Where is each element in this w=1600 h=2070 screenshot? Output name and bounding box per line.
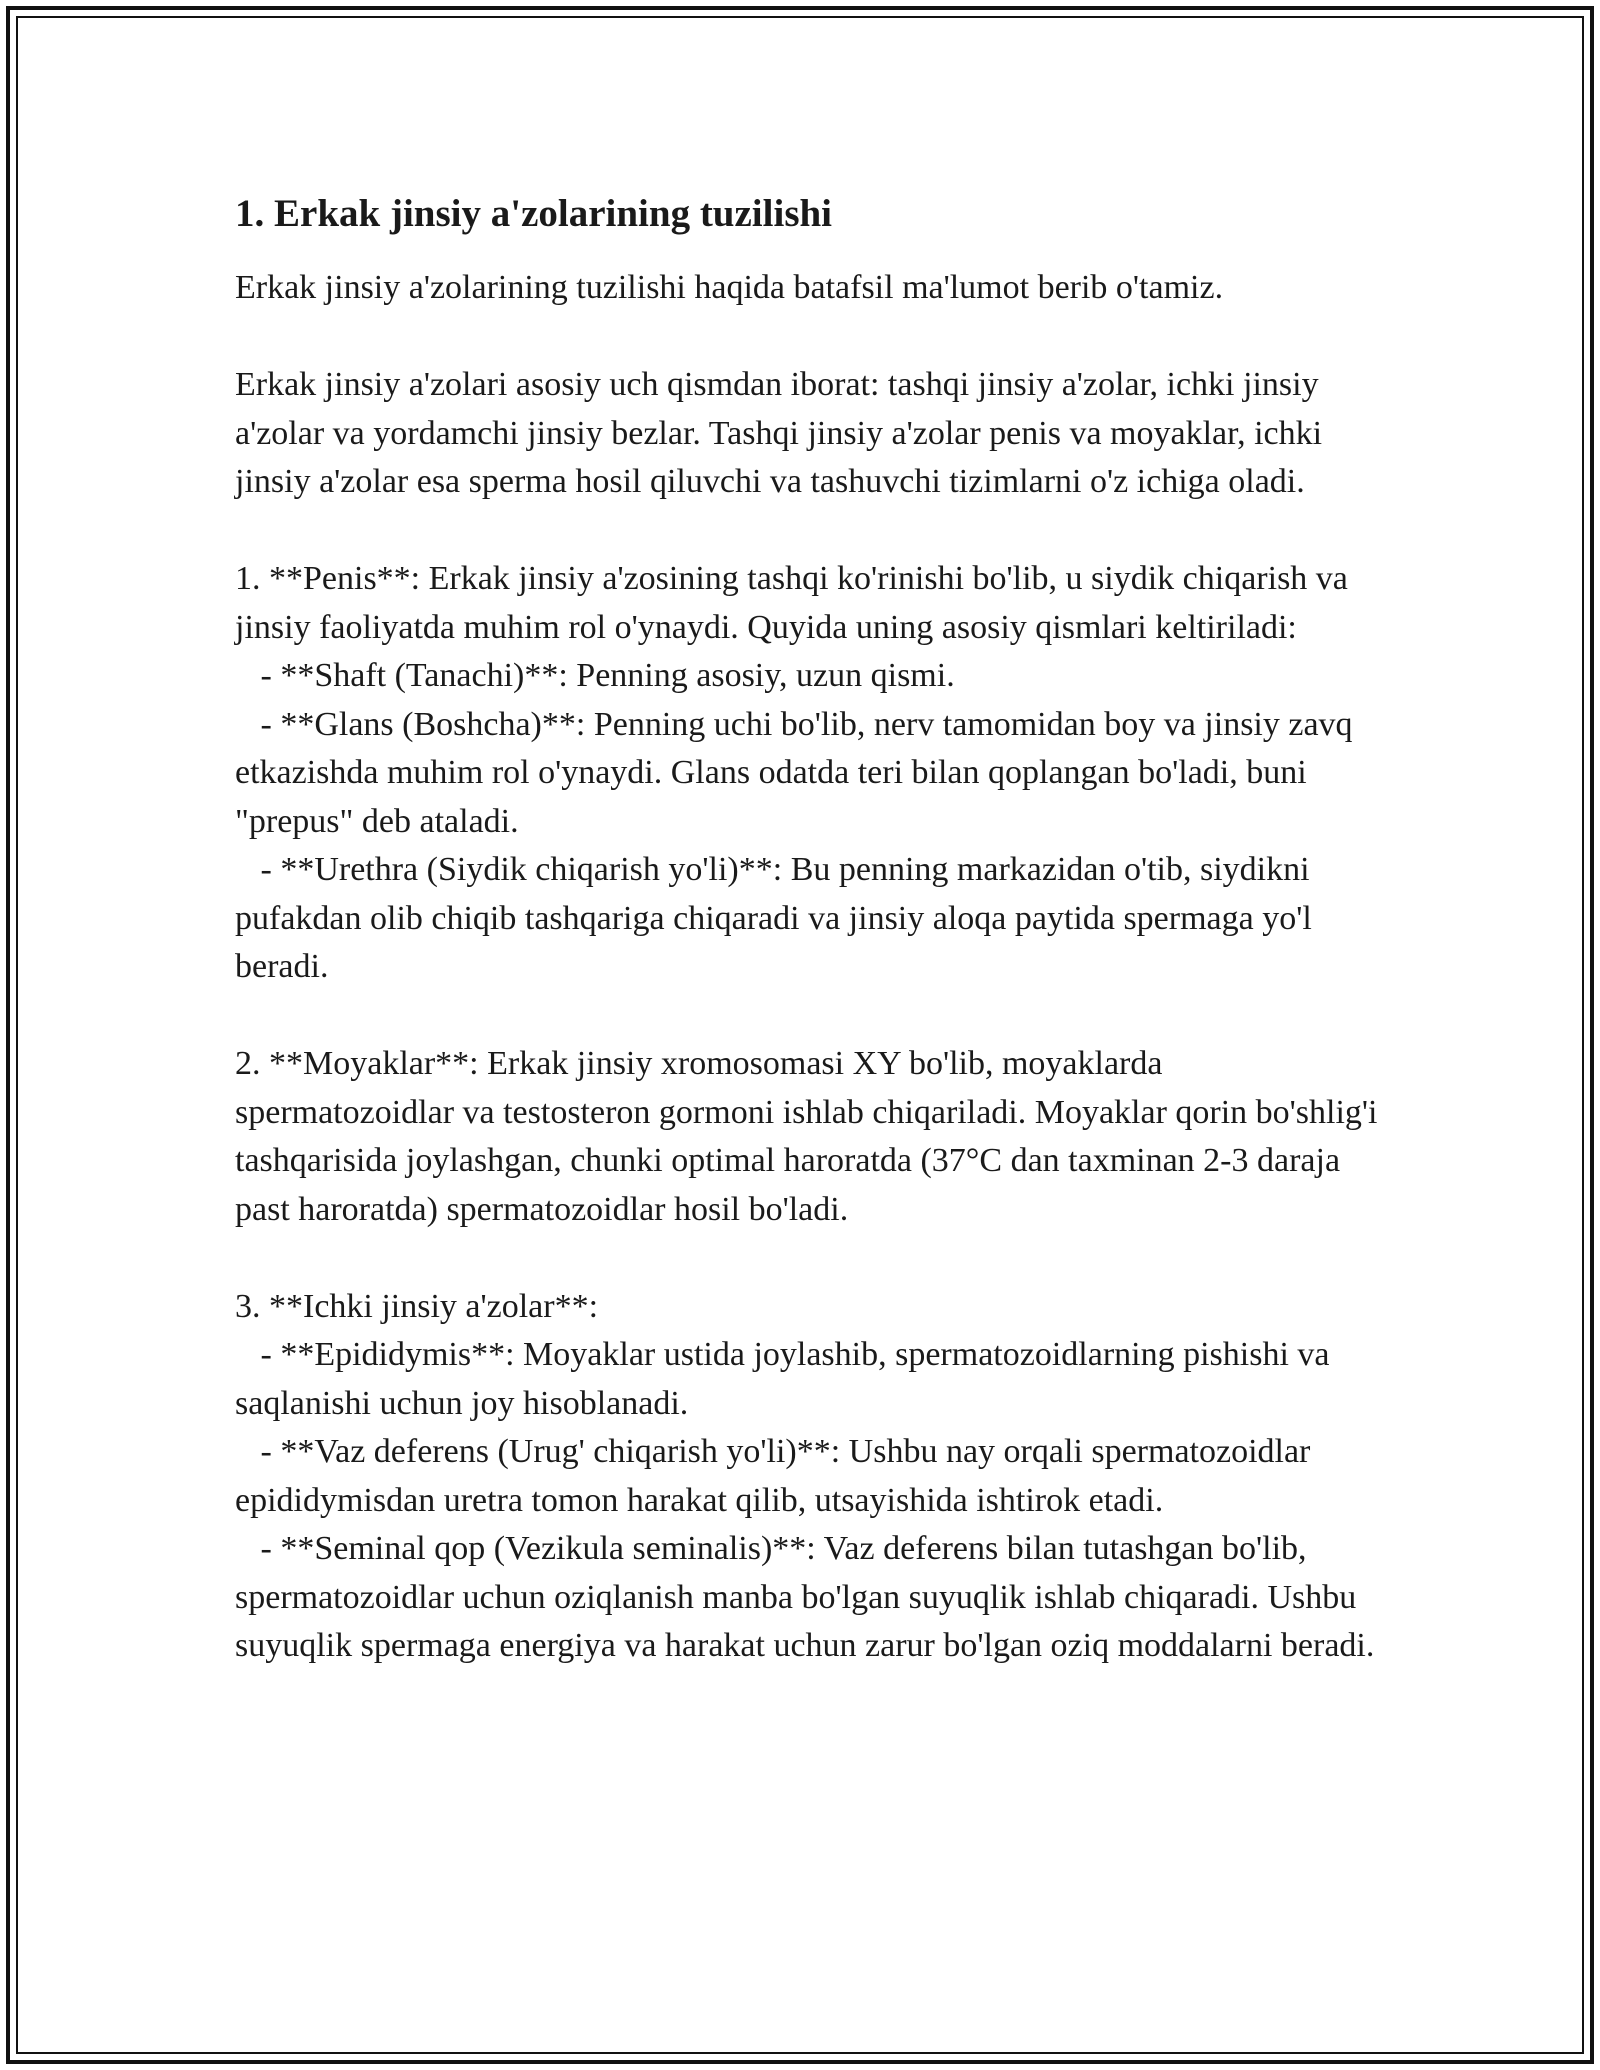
- list-item-urethra: - **Urethra (Siydik chiqarish yo'li)**: Bu penning markazidan o'tib, siydikni pufakdan olib chiqib tashqariga chiqaradi va jinsiy aloqa paytida spermaga yo'l beradi.: [235, 851, 1321, 985]
- overview-paragraph: Erkak jinsiy a'zolari asosiy uch qismdan iborat: tashqi jinsiy a'zolar, ichki jinsiy a'zolar va yordamchi jinsiy bezlar. Tashqi jinsiy a'zolar penis va moyaklar, ichki jinsiy a'zolar esa sperma hosil qiluvchi va tashuvchi tizimlarni o'z ichiga oladi.: [235, 366, 1331, 500]
- section-moyaklar: 2. **Moyaklar**: Erkak jinsiy xromosomasi XY bo'lib, moyaklarda spermatozoidlar va testosteron gormoni ishlab chiqariladi. Moyaklar qorin bo'shlig'i tashqarisida joylashgan, chunki optimal haroratda (37°C dan taxminan 2-3 daraja past haroratda) spermatozoidlar hosil bo'ladi.: [235, 1045, 1387, 1228]
- list-item-vaz-deferens: - **Vaz deferens (Urug' chiqarish yo'li)**: Ushbu nay orqali spermatozoidlar epididymisdan uretra tomon harakat qilib, utsayishida ishtirok etadi.: [235, 1433, 1319, 1519]
- list-item-shaft: - **Shaft (Tanachi)**: Penning asosiy, uzun qismi.: [235, 657, 955, 694]
- document-title: 1. Erkak jinsiy a'zolarining tuzilishi: [235, 192, 833, 235]
- intro-paragraph: Erkak jinsiy a'zolarining tuzilishi haqida batafsil ma'lumot berib o'tamiz.: [235, 269, 1224, 306]
- list-item-glans: - **Glans (Boshcha)**: Penning uchi bo'lib, nerv tamomidan boy va jinsiy zavq etkazishda muhim rol o'ynaydi. Glans odatda teri bilan qoplangan bo'ladi, buni "prepus" deb ataladi.: [235, 705, 1362, 840]
- section-ichki: [235, 1283, 1385, 1671]
- section-penis: [235, 555, 1385, 992]
- list-item-epididymis: - **Epididymis**: Moyaklar ustida joylashib, spermatozoidlarning pishishi va saqlanishi uchun joy hisoblanadi.: [235, 1336, 1338, 1422]
- document-body: [235, 188, 1385, 1719]
- list-item-seminal-qop: - **Seminal qop (Vezikula seminalis)**: Vaz deferens bilan tutashgan bo'lib, spermatozoidlar uchun oziqlanish manba bo'lgan suyuqlik ishlab chiqaradi. Ushbu suyuqlik spermaga energiya va harakat uchun zarur bo'lgan oziq moddalarni beradi.: [235, 1530, 1375, 1664]
- section-penis-lead: 1. **Penis**: Erkak jinsiy a'zosining tashqi ko'rinishi bo'lib, u siydik chiqarish va jinsiy faoliyatda muhim rol o'ynaydi. Quyida uning asosiy qismlari keltiriladi:: [235, 560, 1357, 646]
- section-ichki-lead: 3. **Ichki jinsiy a'zolar**:: [235, 1287, 599, 1325]
